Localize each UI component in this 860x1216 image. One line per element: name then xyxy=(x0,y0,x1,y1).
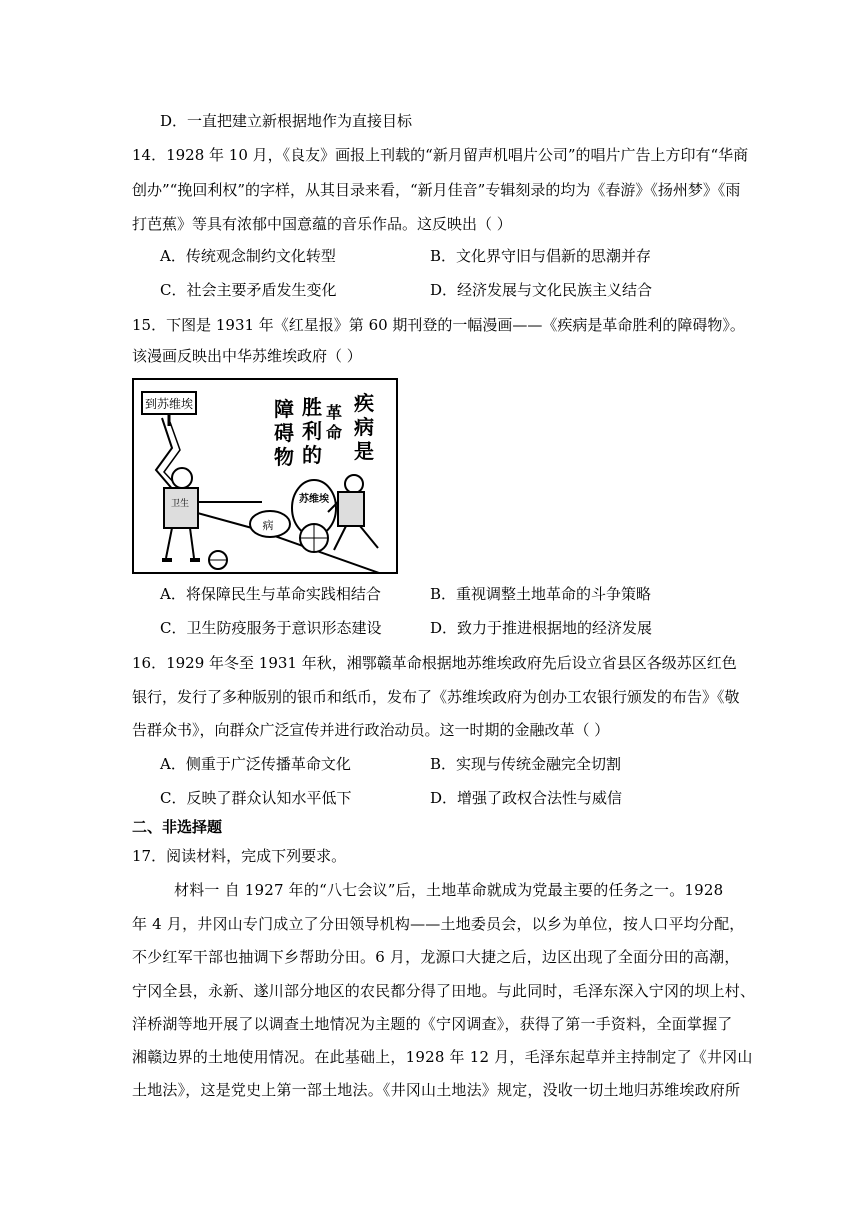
svg-text:碍: 碍 xyxy=(274,421,294,445)
q17-material-line-5: 洋桥湖等地开展了以调查土地情况为主题的《宁冈调查》，获得了第一手资料，全面掌握了 xyxy=(132,1015,733,1033)
q17-stem: 17．阅读材料，完成下列要求。 xyxy=(132,847,347,865)
cartoon-title-col-1: 疾 xyxy=(354,391,374,415)
q17-material-line-4: 宁冈全县，永新、遂川部分地区的农民都分得了田地。与此同时，毛泽东深入宁冈的坝上村、 xyxy=(132,982,756,1000)
q15-option-c: C．卫生防疫服务于意识形态建设 xyxy=(160,619,382,637)
cartoon-sign-text: 到苏维埃 xyxy=(144,397,194,411)
q15-option-a: A．将保障民生与革命实践相结合 xyxy=(160,585,381,603)
svg-text:物: 物 xyxy=(274,445,294,469)
q14-stem-line-2: 创办”“挽回利权”的字样，从其目录来看，“新月佳音”专辑刻录的均为《春游》《扬州梦》《雨 xyxy=(132,181,741,199)
cartoon-title-col-2: 革 xyxy=(325,403,343,422)
q16-stem-line-2: 银行，发行了多种版别的银币和纸币，发布了《苏维埃政府为创办工农银行颁发的布告》《敬 xyxy=(132,688,740,706)
q15-stem-line-1: 15．下图是 1931 年《红星报》第 60 期刊登的一幅漫画——《疾病是革命胜利的障碍物》。 xyxy=(132,316,745,334)
q16-option-c: C．反映了群众认知水平低下 xyxy=(160,789,352,807)
section-heading: 二、非选择题 xyxy=(132,818,223,836)
cartoon-cart-text: 苏维埃 xyxy=(299,494,329,505)
q16-stem-line-3: 告群众书》，向群众广泛宣传并进行政治动员。这一时期的金融改革（ ） xyxy=(132,721,610,739)
q14-option-c: C．社会主要矛盾发生变化 xyxy=(160,281,337,299)
cartoon-title-col-4: 障 xyxy=(274,397,294,421)
svg-text:命: 命 xyxy=(325,423,343,442)
q14-option-b: B．文化界守旧与倡新的思潮并存 xyxy=(430,247,652,265)
svg-text:利: 利 xyxy=(302,419,322,443)
q14-option-a: A．传统观念制约文化转型 xyxy=(160,247,336,265)
q16-option-b: B．实现与传统金融完全切割 xyxy=(430,755,622,773)
q17-material-line-2: 年 4 月，井冈山专门成立了分田领导机构——土地委员会，以乡为单位，按人口平均分配， xyxy=(132,915,745,933)
svg-text:的: 的 xyxy=(302,443,322,467)
q13-option-d: D．一直把建立新根据地作为直接目标 xyxy=(160,112,413,130)
cartoon-title-col-3: 胜 xyxy=(302,395,322,419)
q16-option-a: A．侧重于广泛传播革命文化 xyxy=(160,755,351,773)
q17-material-line-1: 材料一 自 1927 年的“八七会议”后，土地革命就成为党最主要的任务之一。1928 xyxy=(174,881,724,899)
q15-option-b: B．重视调整土地革命的斗争策略 xyxy=(430,585,652,603)
q17-material-line-7: 土地法》，这是党史上第一部土地法。《井冈山土地法》规定，没收一切土地归苏维埃政府所 xyxy=(132,1081,741,1099)
cartoon-illustration xyxy=(132,378,398,574)
q15-option-d: D．致力于推进根据地的经济发展 xyxy=(430,619,653,637)
q14-stem-line-1: 14．1928 年 10 月，《良友》画报上刊载的“新月留声机唱片公司”的唱片广告上方印有“华商 xyxy=(132,146,749,164)
q15-stem-line-2: 该漫画反映出中华苏维埃政府（ ） xyxy=(132,347,362,365)
q17-material-line-6: 湘赣边界的土地使用情况。在此基础上，1928 年 12 月，毛泽东起草并主持制定了《井冈山 xyxy=(132,1048,753,1066)
q14-option-d: D．经济发展与文化民族主义结合 xyxy=(430,281,653,299)
q14-stem-line-3: 打芭蕉》等具有浓郁中国意蕴的音乐作品。这反映出（ ） xyxy=(132,215,512,233)
q17-material-line-3: 不少红军干部也抽调下乡帮助分田。6 月，龙源口大捷之后，边区出现了全面分田的高潮， xyxy=(132,948,740,966)
cartoon-sack-text: 病 xyxy=(262,519,274,532)
q16-option-d: D．增强了政权合法性与威信 xyxy=(430,789,623,807)
svg-text:病: 病 xyxy=(354,415,374,439)
q16-stem-line-1: 16．1929 年冬至 1931 年秋，湘鄂赣革命根据地苏维埃政府先后设立省县区各级苏区红色 xyxy=(132,654,737,672)
cartoon-soldier-badge: 卫生 xyxy=(170,499,190,509)
svg-text:是: 是 xyxy=(354,439,374,463)
